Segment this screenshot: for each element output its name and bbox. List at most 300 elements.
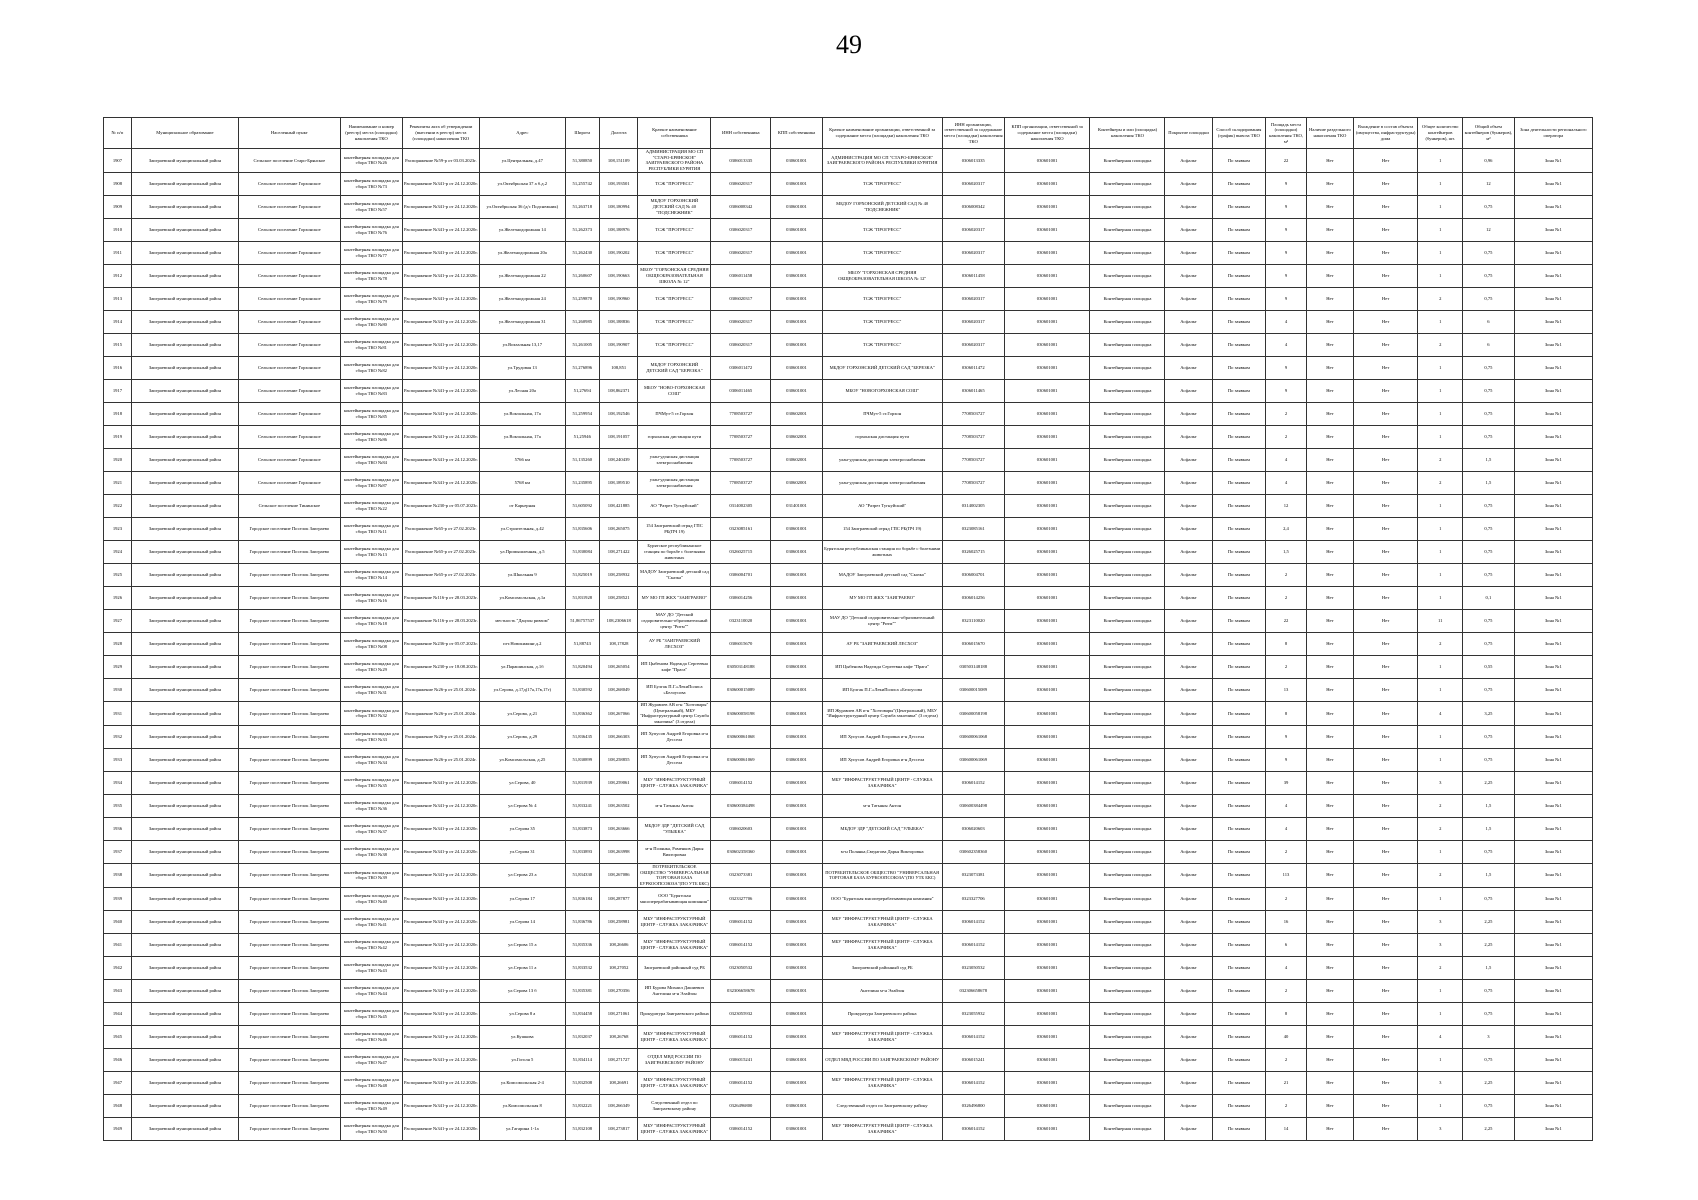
- table-cell: 1917: [104, 379, 132, 402]
- table-cell: контейнерная площадка для сбора ТКО №39: [340, 863, 402, 887]
- table-cell: 030601001: [771, 1048, 822, 1071]
- table-cell: контейнерная площадка для сбора ТКО №29: [340, 655, 402, 678]
- table-cell: 030601001: [771, 1002, 822, 1025]
- table-cell: 2: [1266, 1048, 1307, 1071]
- table-cell: ул.Серова, д.17д(17а,17в,17г): [479, 678, 565, 701]
- table-cell: Контейнерная площадка: [1090, 887, 1165, 910]
- table-cell: 030601001: [1004, 241, 1090, 264]
- table-cell: 154 Заиграевский отряд ГПС РБ(ПЧ 19): [638, 517, 711, 540]
- table-cell: улан-удэнская дистанция электроснабжения: [822, 471, 942, 494]
- table-cell: Нет: [1353, 887, 1417, 910]
- table-cell: 1: [1418, 264, 1463, 287]
- table-cell: 0306011465: [711, 379, 771, 402]
- table-cell: Контейнерная площадка: [1090, 979, 1165, 1002]
- table-cell: Городское поселение Поселок Заиграево: [238, 632, 340, 655]
- table-cell: 51,605092: [565, 494, 599, 517]
- table-cell: 0306014256: [711, 586, 771, 609]
- table-cell: По заявкам: [1212, 840, 1266, 863]
- table-cell: 0306020317: [942, 333, 1004, 356]
- table-cell: Распоряжение №230-р от 18.08.2023г.: [402, 655, 479, 678]
- table-cell: ТСЖ "ПРОГРЕСС": [638, 310, 711, 333]
- table-cell: 0,75: [1463, 517, 1514, 540]
- table-cell: 0323110020: [942, 609, 1004, 632]
- table-cell: Зона №1: [1514, 933, 1592, 956]
- table-cell: ИП Булгак П.Г.«ЛекиПолиса »Белоусова: [822, 678, 942, 701]
- table-row: [104, 655, 1593, 678]
- table-cell: Распоряжение №116-р от 28.03.2023г.: [402, 586, 479, 609]
- table-cell: 0,75: [1463, 402, 1514, 425]
- table-cell: 0323085161: [711, 517, 771, 540]
- table-cell: 0326025715: [711, 540, 771, 563]
- table-cell: 030601001: [771, 979, 822, 1002]
- table-cell: ул.Серова 8 а: [479, 1002, 565, 1025]
- table-cell: контейнерная площадка для сбора ТКО №32: [340, 701, 402, 725]
- table-cell: 51,261005: [565, 333, 599, 356]
- table-cell: 030503148188: [711, 655, 771, 678]
- table-row: [104, 840, 1593, 863]
- table-cell: контейнерная площадка для сбора ТКО №83: [340, 379, 402, 402]
- table-cell: 2,25: [1463, 771, 1514, 794]
- table-cell: По заявкам: [1212, 195, 1266, 218]
- table-cell: Нет: [1306, 563, 1353, 586]
- table-cell: 108,192546: [599, 402, 638, 425]
- table-cell: Асфальт: [1165, 471, 1212, 494]
- table-cell: местность "Дацзон ривзом": [479, 609, 565, 632]
- table-cell: 51,830899: [565, 748, 599, 771]
- table-cell: 51,262373: [565, 218, 599, 241]
- table-cell: 0306004701: [942, 563, 1004, 586]
- table-cell: Контейнерная площадка: [1090, 771, 1165, 794]
- table-cell: Сельское поселение Старо-Брянское: [238, 149, 340, 173]
- table-cell: Распоряжение №230-р от 05.07.2023г.: [402, 494, 479, 517]
- table-cell: Нет: [1353, 910, 1417, 933]
- table-cell: Нет: [1306, 817, 1353, 840]
- table-row: [104, 1071, 1593, 1094]
- column-header: Краткое наименование собственника: [638, 118, 711, 149]
- table-cell: Заиграевский муниципальный район: [131, 910, 238, 933]
- table-cell: 0323085161: [942, 517, 1004, 540]
- table-cell: 0306015241: [942, 1048, 1004, 1071]
- table-cell: Нет: [1306, 379, 1353, 402]
- table-cell: 0306020603: [942, 817, 1004, 840]
- table-cell: 6: [1266, 933, 1307, 956]
- table-cell: 1,5: [1463, 817, 1514, 840]
- table-cell: Городское поселение Поселок Заиграево: [238, 609, 340, 632]
- table-cell: 9: [1266, 218, 1307, 241]
- table-cell: 0,55: [1463, 655, 1514, 678]
- table-cell: Распоряжение №341-р от 24.12.2020г.: [402, 287, 479, 310]
- table-cell: Асфальт: [1165, 678, 1212, 701]
- table-cell: 108,188836: [599, 310, 638, 333]
- table-cell: 9: [1266, 379, 1307, 402]
- table-cell: 0323073381: [711, 863, 771, 887]
- table-cell: 1927: [104, 609, 132, 632]
- table-cell: 2: [1418, 956, 1463, 979]
- table-row: [104, 609, 1593, 632]
- table-cell: 0,75: [1463, 678, 1514, 701]
- table-cell: Нет: [1353, 701, 1417, 725]
- table-cell: По заявкам: [1212, 1094, 1266, 1117]
- table-cell: По заявкам: [1212, 1025, 1266, 1048]
- table-cell: Нет: [1306, 195, 1353, 218]
- table-cell: По заявкам: [1212, 956, 1266, 979]
- table-cell: Городское поселение Поселок Заиграево: [238, 725, 340, 748]
- table-cell: Зона №1: [1514, 356, 1592, 379]
- table-cell: 1935: [104, 794, 132, 817]
- table-cell: 0323055932: [942, 1002, 1004, 1025]
- table-cell: Зона №1: [1514, 655, 1592, 678]
- table-cell: Асфальт: [1165, 448, 1212, 471]
- table-cell: 51,259954: [565, 402, 599, 425]
- table-cell: 1932: [104, 725, 132, 748]
- table-cell: контейнерная площадка для сбора ТКО №77: [340, 241, 402, 264]
- table-cell: 030600061069: [711, 748, 771, 771]
- table-cell: 030601001: [1004, 678, 1090, 701]
- table-cell: 1926: [104, 586, 132, 609]
- table-cell: Заиграевский муниципальный район: [131, 494, 238, 517]
- table-cell: 030601001: [1004, 563, 1090, 586]
- table-cell: Распоряжение №65-р от 27.02.2023г.: [402, 517, 479, 540]
- table-cell: контейнерная площадка для сбора ТКО №31: [340, 678, 402, 701]
- table-cell: По заявкам: [1212, 794, 1266, 817]
- table-cell: контейнерная площадка для сбора ТКО №86: [340, 425, 402, 448]
- table-cell: 0,75: [1463, 1048, 1514, 1071]
- table-cell: 2: [1266, 586, 1307, 609]
- table-cell: По заявкам: [1212, 586, 1266, 609]
- table-cell: АДМИНИСТРАЦИЯ МО СП "СТАРО-БРЯНСКОЕ" ЗАИГРАЕВСКОГО РАЙОНА РЕСПУБЛИКИ БУРЯТИЯ: [638, 149, 711, 173]
- table-cell: Контейнерная площадка: [1090, 517, 1165, 540]
- table-cell: Нет: [1306, 356, 1353, 379]
- table-cell: ИП Журавлев АВ и-н "Хозтовары"(Центральный), МБУ "Инфраструктурный центр Служба заказчика" (3 отдела): [639, 701, 709, 725]
- table-cell: 030602001: [771, 471, 822, 494]
- table-cell: 108,17828: [599, 632, 638, 655]
- table-cell: МБУ "ИНФРАСТРУКТУРНЫЙ ЦЕНТР - СЛУЖБА ЗАКАЗЧИКА": [638, 1117, 711, 1140]
- table-cell: Городское поселение Поселок Заиграево: [238, 794, 340, 817]
- table-cell: ул.Серова № 4: [479, 794, 565, 817]
- table-cell: 14: [1266, 1117, 1307, 1140]
- table-cell: Распоряжение №341-р от 24.12.2020г.: [402, 910, 479, 933]
- table-cell: 7708503727: [942, 402, 1004, 425]
- table-cell: Асфальт: [1165, 1048, 1212, 1071]
- table-cell: 1928: [104, 632, 132, 655]
- table-cell: Зона №1: [1514, 840, 1592, 863]
- table-cell: Городское поселение Поселок Заиграево: [238, 1002, 340, 1025]
- table-cell: 51,832108: [565, 1117, 599, 1140]
- table-cell: ул.Вокзальная, 17а: [479, 402, 565, 425]
- table-cell: ул.Серова 15 а: [479, 933, 565, 956]
- table-cell: контейнерная площадка для сбора ТКО №49: [340, 1094, 402, 1117]
- table-cell: Асфальт: [1165, 586, 1212, 609]
- table-row: [104, 402, 1593, 425]
- table-cell: Асфальт: [1165, 910, 1212, 933]
- table-cell: 51,262430: [565, 241, 599, 264]
- table-cell: 030601001: [771, 1071, 822, 1094]
- table-cell: 030601001: [1004, 887, 1090, 910]
- table-cell: 2: [1266, 563, 1307, 586]
- table-cell: Контейнерная площадка: [1090, 1025, 1165, 1048]
- table-cell: 0306013335: [711, 149, 771, 173]
- table-cell: 1,5: [1463, 471, 1514, 494]
- table-cell: 2: [1266, 887, 1307, 910]
- table-cell: По заявкам: [1212, 310, 1266, 333]
- table-cell: 108,263998: [599, 840, 638, 863]
- table-cell: Нет: [1306, 149, 1353, 173]
- table-cell: 030600061069: [942, 748, 1004, 771]
- table-cell: 2: [1418, 333, 1463, 356]
- table-cell: 1,5: [1463, 448, 1514, 471]
- table-cell: 0323327706: [711, 887, 771, 910]
- table-cell: 51,831939: [565, 771, 599, 794]
- column-header: № п/п: [104, 118, 132, 149]
- table-cell: Заиграевский муниципальный район: [131, 1071, 238, 1094]
- table-cell: 030601001: [1004, 979, 1090, 1002]
- table-cell: 1938: [104, 863, 132, 887]
- table-cell: Нет: [1353, 218, 1417, 241]
- table-cell: Распоряжение №341-р от 24.12.2020г.: [402, 1071, 479, 1094]
- table-cell: МБДОУ ЗДР "ДЕТСКИЙ САД "УЛЫБКА": [638, 817, 711, 840]
- table-cell: ул.Гоголя 5: [479, 1048, 565, 1071]
- table-cell: ул.Серова 17: [479, 887, 565, 910]
- table-cell: Сельское поселение Тининское: [238, 494, 340, 517]
- table-cell: 108,151109: [599, 149, 638, 173]
- table-cell: Нет: [1306, 863, 1353, 887]
- table-cell: ул.Серова 11 а: [479, 956, 565, 979]
- table-cell: 51,86757537: [565, 609, 599, 632]
- table-cell: ул.Серова 13 б: [479, 979, 565, 1002]
- table-cell: Заиграевский муниципальный район: [131, 956, 238, 979]
- table-cell: ул.Вокзальная 13,17: [479, 333, 565, 356]
- table-cell: По заявкам: [1212, 149, 1266, 173]
- table-cell: Заиграевский муниципальный район: [131, 748, 238, 771]
- table-cell: Зона №1: [1514, 1002, 1592, 1025]
- column-header: ИНН собственника: [711, 118, 771, 149]
- table-cell: 030601001: [1004, 863, 1090, 887]
- table-cell: 51,260607: [565, 264, 599, 287]
- table-cell: Городское поселение Поселок Заиграево: [238, 933, 340, 956]
- table-cell: 030601001: [1004, 1094, 1090, 1117]
- table-cell: Нет: [1353, 632, 1417, 655]
- table-cell: 51,255742: [565, 172, 599, 195]
- table-cell: 0,75: [1463, 540, 1514, 563]
- table-cell: 1: [1418, 172, 1463, 195]
- table-cell: Нет: [1353, 402, 1417, 425]
- table-cell: 9: [1266, 241, 1307, 264]
- table-cell: Зона №1: [1514, 632, 1592, 655]
- table-cell: Нет: [1353, 517, 1417, 540]
- table-cell: Городское поселение Поселок Заиграево: [238, 678, 340, 701]
- table-cell: Нет: [1306, 979, 1353, 1002]
- table-cell: 13: [1266, 678, 1307, 701]
- table-cell: 7708503727: [942, 425, 1004, 448]
- table-cell: ул.Комсомольская 8: [479, 1094, 565, 1117]
- table-cell: Нет: [1353, 863, 1417, 887]
- table-cell: Асфальт: [1165, 863, 1212, 887]
- table-row: [104, 701, 1593, 725]
- table-row: [104, 195, 1593, 218]
- table-cell: ул.Строительная, д.42: [479, 517, 565, 540]
- table-cell: Следственный отдел по Заиграевскому району: [822, 1094, 942, 1117]
- table-cell: 030601001: [771, 840, 822, 863]
- table-cell: 030600058198: [711, 701, 771, 725]
- table-cell: 4: [1266, 333, 1307, 356]
- table-cell: ул.Серова, д.21: [479, 701, 565, 725]
- table-cell: Городское поселение Поселок Заиграево: [238, 863, 340, 887]
- table-cell: 1: [1418, 586, 1463, 609]
- table-cell: 0,75: [1463, 632, 1514, 655]
- table-cell: 1: [1418, 517, 1463, 540]
- column-header: Краткое наименование организации, ответственной за содержание места (площадки) накопления ТКО: [822, 118, 942, 149]
- column-header: Наименование и номер (реестр) места (площадки) накопления ТКО: [340, 118, 402, 149]
- table-row: [104, 425, 1593, 448]
- table-cell: Распоряжение №341-р от 24.12.2020г.: [402, 863, 479, 887]
- table-cell: Зона №1: [1514, 725, 1592, 748]
- table-cell: Нет: [1353, 494, 1417, 517]
- table-cell: Нет: [1353, 1117, 1417, 1140]
- table-cell: Сельское поселение Горхонское: [238, 425, 340, 448]
- table-cell: 0306014152: [711, 1025, 771, 1048]
- table-cell: Заиграевский муниципальный район: [131, 149, 238, 173]
- table-cell: 0306020317: [711, 241, 771, 264]
- table-cell: Зона №1: [1514, 149, 1592, 173]
- table-cell: 0306013335: [942, 149, 1004, 173]
- table-cell: 1919: [104, 425, 132, 448]
- table-cell: Асфальт: [1165, 218, 1212, 241]
- table-cell: 030601001: [771, 794, 822, 817]
- table-cell: 108,267086: [599, 863, 638, 887]
- table-cell: 108,271727: [599, 1048, 638, 1071]
- table-cell: По заявкам: [1212, 172, 1266, 195]
- table-cell: Заиграевский муниципальный район: [131, 333, 238, 356]
- table-cell: Нет: [1306, 402, 1353, 425]
- table-cell: По заявкам: [1212, 218, 1266, 241]
- table-cell: Нет: [1306, 586, 1353, 609]
- table-cell: Зона №1: [1514, 1048, 1592, 1071]
- table-cell: Зона №1: [1514, 910, 1592, 933]
- table-cell: Сельское поселение Горхонское: [238, 379, 340, 402]
- table-cell: 51,833241: [565, 794, 599, 817]
- table-cell: 2: [1418, 632, 1463, 655]
- table-cell: Асфальт: [1165, 771, 1212, 794]
- table-cell: Распоряжение №341-р от 24.12.2020г.: [402, 840, 479, 863]
- table-cell: АДМИНИСТРАЦИЯ МО СП "СТАРО-БРЯНСКОЕ" ЗАИГРАЕВСКОГО РАЙОНА РЕСПУБЛИКИ БУРЯТИЯ: [822, 149, 942, 173]
- table-cell: 030601001: [1004, 840, 1090, 863]
- table-cell: 0306014152: [711, 1071, 771, 1094]
- table-cell: 1936: [104, 817, 132, 840]
- table-cell: 51,830592: [565, 678, 599, 701]
- table-cell: 2,25: [1463, 933, 1514, 956]
- table-cell: Зона №1: [1514, 172, 1592, 195]
- table-cell: горхонская дистанция пути: [638, 425, 711, 448]
- table-cell: По заявкам: [1212, 748, 1266, 771]
- table-cell: Зона №1: [1514, 333, 1592, 356]
- table-cell: По заявкам: [1212, 1048, 1266, 1071]
- table-cell: ИП Хупусов Андрей Егоровна и-н Дессела: [638, 725, 711, 748]
- table-cell: 154 Заиграевский отряд ГПС РБ(ПЧ 19): [822, 517, 942, 540]
- table-cell: 108,263666: [599, 817, 638, 840]
- table-cell: Распоряжение №341-р от 24.12.2020г.: [402, 1002, 479, 1025]
- table-cell: 51,235895: [565, 471, 599, 494]
- table-row: [104, 725, 1593, 748]
- table-cell: 030601001: [771, 540, 822, 563]
- table-cell: По заявкам: [1212, 1117, 1266, 1140]
- table-cell: 030601001: [1004, 333, 1090, 356]
- table-cell: Нет: [1306, 910, 1353, 933]
- table-cell: 030601001: [1004, 379, 1090, 402]
- table-row: [104, 1094, 1593, 1117]
- table-cell: контейнерная площадка для сбора ТКО №26: [340, 149, 402, 173]
- column-header: КПП собственника: [771, 118, 822, 149]
- table-cell: 030601001: [1004, 356, 1090, 379]
- table-cell: улан-удэнская дистанция электроснабжения: [638, 448, 711, 471]
- table-cell: 030601001: [771, 817, 822, 840]
- table-cell: МБУ "ИНФРАСТРУКТУРНЫЙ ЦЕНТР - СЛУЖБА ЗАКАЗЧИКА": [822, 933, 942, 956]
- table-cell: 2,25: [1463, 910, 1514, 933]
- table-cell: 2: [1418, 794, 1463, 817]
- table-cell: 0,75: [1463, 563, 1514, 586]
- table-cell: 0306014152: [942, 1025, 1004, 1048]
- table-cell: 030601001: [1004, 264, 1090, 287]
- table-cell: ул.Школьная 9: [479, 563, 565, 586]
- table-cell: 5768 км: [479, 471, 565, 494]
- table-cell: 030600061068: [942, 725, 1004, 748]
- table-cell: 0306004701: [711, 563, 771, 586]
- table-cell: 51,820494: [565, 655, 599, 678]
- table-cell: Нет: [1353, 287, 1417, 310]
- table-row: [104, 910, 1593, 933]
- table-cell: Зона №1: [1514, 402, 1592, 425]
- table-cell: Распоряжение №341-р от 24.12.2020г.: [402, 1048, 479, 1071]
- table-cell: 0,1: [1463, 586, 1514, 609]
- table-cell: По заявкам: [1212, 1071, 1266, 1094]
- table-cell: 3: [1418, 771, 1463, 794]
- table-cell: 22: [1266, 149, 1307, 173]
- table-cell: Распоряжение №65-р от 27.02.2023г.: [402, 540, 479, 563]
- table-cell: ПОТРЕБИТЕЛЬСКОЕ ОБЩЕСТВО "УНИВЕРСАЛЬНАЯ ТОРГОВАЯ БАЗА БУРКООПСОЮЗА"(ПО УТБ БКС): [822, 863, 942, 887]
- table-cell: По заявкам: [1212, 887, 1266, 910]
- table-cell: По заявкам: [1212, 448, 1266, 471]
- table-cell: ТСЖ "ПРОГРЕСС": [822, 172, 942, 195]
- header-row: [104, 118, 1593, 149]
- table-cell: Нет: [1306, 540, 1353, 563]
- table-cell: 030601001: [771, 241, 822, 264]
- table-cell: МБУ "ИНФРАСТРУКТУРНЫЙ ЦЕНТР - СЛУЖБА ЗАКАЗЧИКА": [822, 1025, 942, 1048]
- table-cell: Нет: [1353, 933, 1417, 956]
- table-cell: Зона №1: [1514, 540, 1592, 563]
- table-cell: 0,75: [1463, 840, 1514, 863]
- table-cell: 2: [1418, 863, 1463, 887]
- table-cell: контейнерная площадка для сбора ТКО №11: [340, 517, 402, 540]
- table-cell: ИП Булгак П.Г.«ЛекиПолиса »Белоусова: [638, 678, 711, 701]
- table-cell: 3: [1418, 1117, 1463, 1140]
- table-cell: Нет: [1306, 933, 1353, 956]
- table-cell: Зона №1: [1514, 218, 1592, 241]
- table-cell: 2: [1266, 840, 1307, 863]
- table-cell: Заиграевский муниципальный район: [131, 701, 238, 725]
- table-cell: 108,189510: [599, 471, 638, 494]
- table-cell: 51,835381: [565, 979, 599, 1002]
- table-cell: 030601001: [771, 356, 822, 379]
- table-cell: 0306020317: [942, 172, 1004, 195]
- table-cell: ул.Комсомольская, д.25: [479, 748, 565, 771]
- table-cell: Нет: [1306, 840, 1353, 863]
- table-cell: Сельское поселение Горхонское: [238, 287, 340, 310]
- table-cell: 031401001: [771, 494, 822, 517]
- table-cell: 030601001: [771, 887, 822, 910]
- table-cell: 030503148188: [942, 655, 1004, 678]
- table-cell: 108,287877: [599, 887, 638, 910]
- table-cell: Распоряжение №341-р от 24.12.2020г.: [402, 310, 479, 333]
- table-cell: контейнерная площадка для сбора ТКО №57: [340, 195, 402, 218]
